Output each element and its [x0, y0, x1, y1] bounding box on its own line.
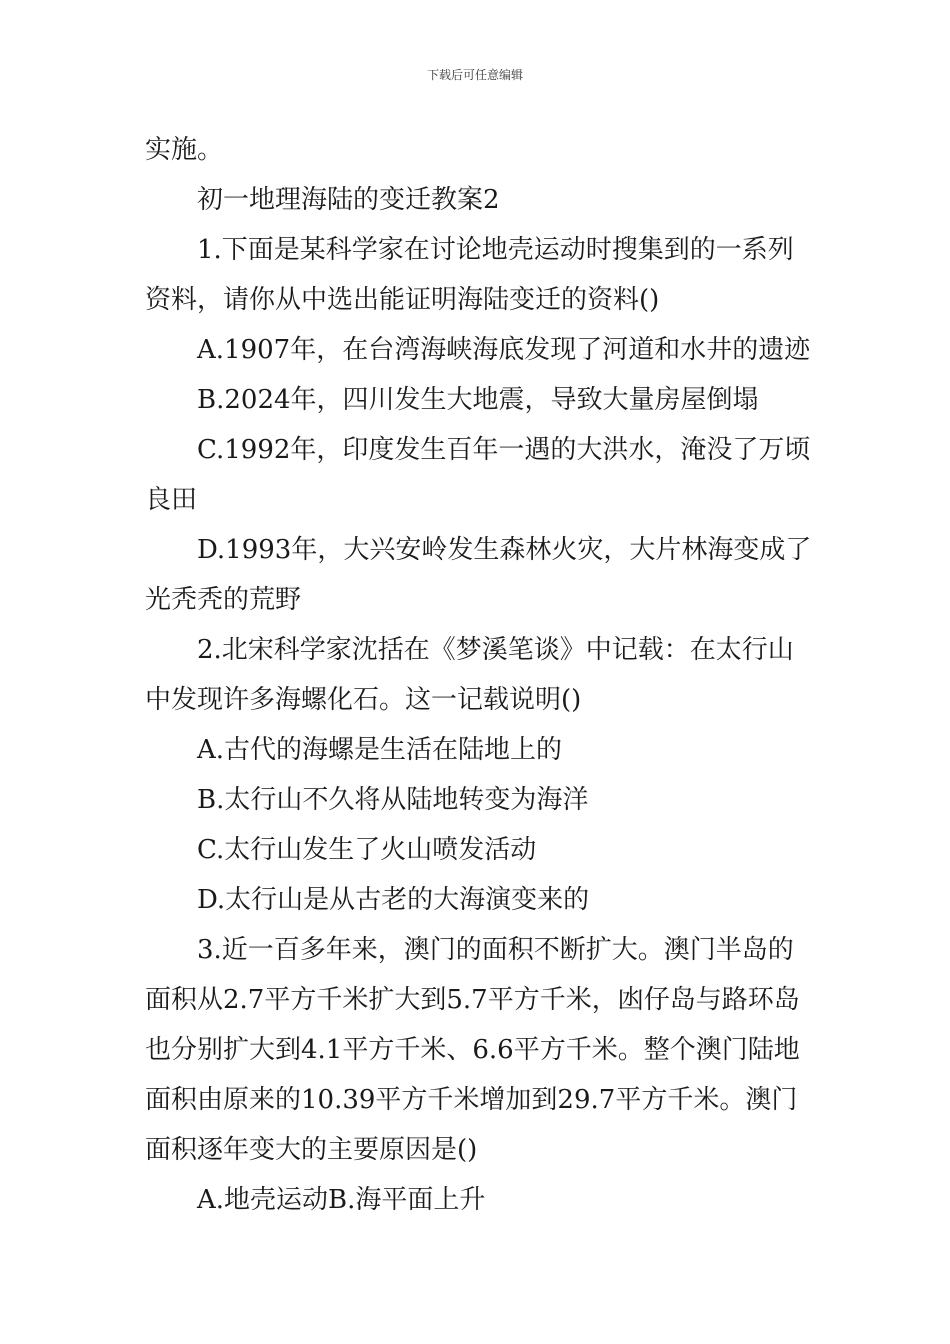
question-1-option-b: B.2024年，四川发生大地震，导致大量房屋倒塌 [197, 385, 759, 415]
question-2: 2.北宋科学家沈括在《梦溪笔谈》中记载：在太行山中发现许多海螺化石。这一记载说明() [145, 635, 794, 715]
page-header-note: 下载后可任意编辑 [426, 68, 523, 82]
question-1-option-c: C.1992年，印度发生百年一遇的大洪水，淹没了万顷良田 [145, 435, 811, 515]
question-2-option-d: D.太行山是从古老的大海演变来的 [197, 885, 590, 915]
document-body [145, 125, 815, 1225]
question-1: 1.下面是某科学家在讨论地壳运动时搜集到的一系列资料，请你从中选出能证明海陆变迁的资料() [145, 235, 794, 315]
paragraph-continuation: 实施。 [145, 135, 224, 165]
question-2-option-a: A.古代的海螺是生活在陆地上的 [197, 735, 563, 765]
question-2-option-b: B.太行山不久将从陆地转变为海洋 [197, 785, 589, 815]
question-3-options-ab: A.地壳运动B.海平面上升 [197, 1185, 486, 1215]
question-1-option-d: D.1993年，大兴安岭发生森林火灾，大片林海变成了光秃秃的荒野 [145, 535, 812, 615]
question-1-option-a: A.1907年，在台湾海峡海底发现了河道和水井的遗迹 [197, 335, 811, 365]
question-3: 3.近一百多年来，澳门的面积不断扩大。澳门半岛的面积从2.7平方千米扩大到5.7平方千米，凼仔岛与路环岛也分别扩大到4.1平方千米、6.6平方千米。整个澳门陆地面积由原来的10.39平方千米增加到29.7平方千米。澳门面积逐年变大的主要原因是() [145, 935, 800, 1165]
question-2-option-c: C.太行山发生了火山喷发活动 [197, 835, 537, 865]
section-title: 初一地理海陆的变迁教案2 [197, 185, 500, 215]
